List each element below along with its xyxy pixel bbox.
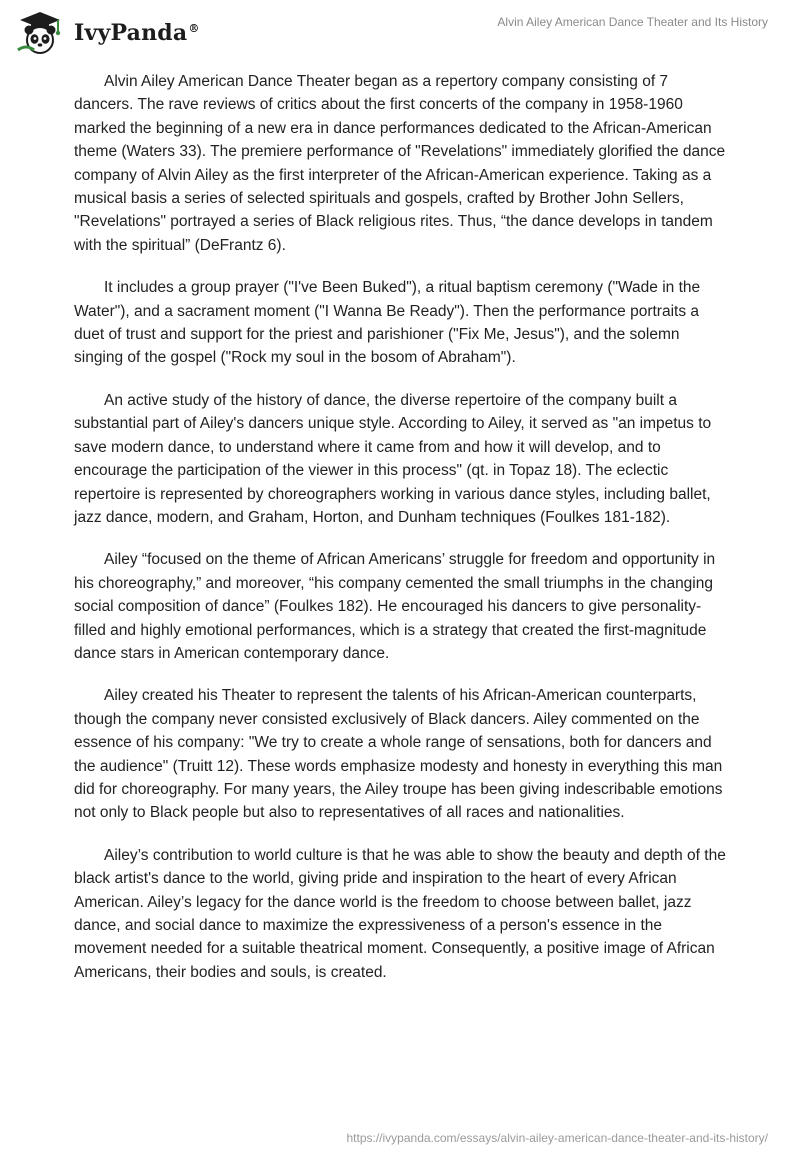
paragraph: An active study of the history of dance, the diverse repertoire of the company built a substantial part of Ailey's dancers unique style. According to Ailey, it served as "an impetus to save modern dance, to understand where it came from and how it will develop, and to encourage the participation of the viewer in this process" (qt. in Topaz 18). The eclectic repertoire is represented by choreographers working in various dance styles, including ballet, jazz dance, modern, and Graham, Horton, and Dunham techniques (Foulkes 181-182). [74,391,712,526]
paragraph: Ailey “focused on the theme of African Americans’ struggle for freedom and opportunity in his choreography,” and moreover, “his company cemented the small triumphs in the changing social composition of dance” (Foulkes 182). He encouraged his dancers to give personality-filled and highly emotional performances, which is a strategy that created the first-magnitude dance stars in American contemporary dance. [74,551,716,662]
page-header [0,0,800,70]
document-title: Alvin Ailey American Dance Theater and Its History [497,15,768,29]
paragraph: Ailey created his Theater to represent the talents of his African-American counterparts, though the company never consisted exclusively of Black dancers. Ailey commented on the essence of his company: "We try to create a whole range of sensations, both for dancers and the audience" (Truitt 12). These words emphasize modesty and honesty in everything this man did for choreography. For many years, the Ailey troupe has been giving indescribable emotions not only to Black people but also to representatives of all races and nationalities. [74,687,723,822]
paragraph: Ailey’s contribution to world culture is that he was able to show the beauty and depth of the black artist's dance to the world, giving pride and inspiration to the heart of every African American. Ailey’s legacy for the dance world is the freedom to choose between ballet, jazz dance, and social dance to maximize the expressiveness of a person's essence in the movement needed for a suitable theatrical moment. Consequently, a positive image of African Americans, their bodies and souls, is created. [74,846,726,981]
brand-logo[interactable] [14,10,200,56]
brand-name-text: IvyPanda [74,20,188,46]
source-url-link[interactable]: https://ivypanda.com/essays/alvin-ailey-american-dance-theater-and-its-history/ [346,1131,768,1145]
brand-name [74,20,200,46]
essay-body [74,70,730,1003]
registered-mark: ® [188,21,200,35]
panda-graduate-icon [14,10,66,56]
paragraph: Alvin Ailey American Dance Theater began as a repertory company consisting of 7 dancers. The rave reviews of critics about the first concerts of the company in 1958-1960 marked the beginning of a new era in dance performances dedicated to the African-American theme (Waters 33). The premiere performance of "Revelations" immediately glorified the dance company of Alvin Ailey as the first interpreter of the African-American experience. Taking as a musical basis a series of selected spirituals and gospels, crafted by Brother John Sellers, "Revelations" portrayed a series of Black religious rites. Thus, “the dance develops in tandem with the spiritual” (DeFrantz 6). [74,73,726,254]
paragraph: It includes a group prayer ("I've Been Buked"), a ritual baptism ceremony ("Wade in the Water"), and a sacrament moment ("I Wanna Be Ready"). Then the performance portraits a duet of trust and support for the priest and parishioner ("Fix Me, Jesus"), and the solemn singing of the gospel ("Rock my soul in the bosom of Abraham"). [74,279,701,367]
